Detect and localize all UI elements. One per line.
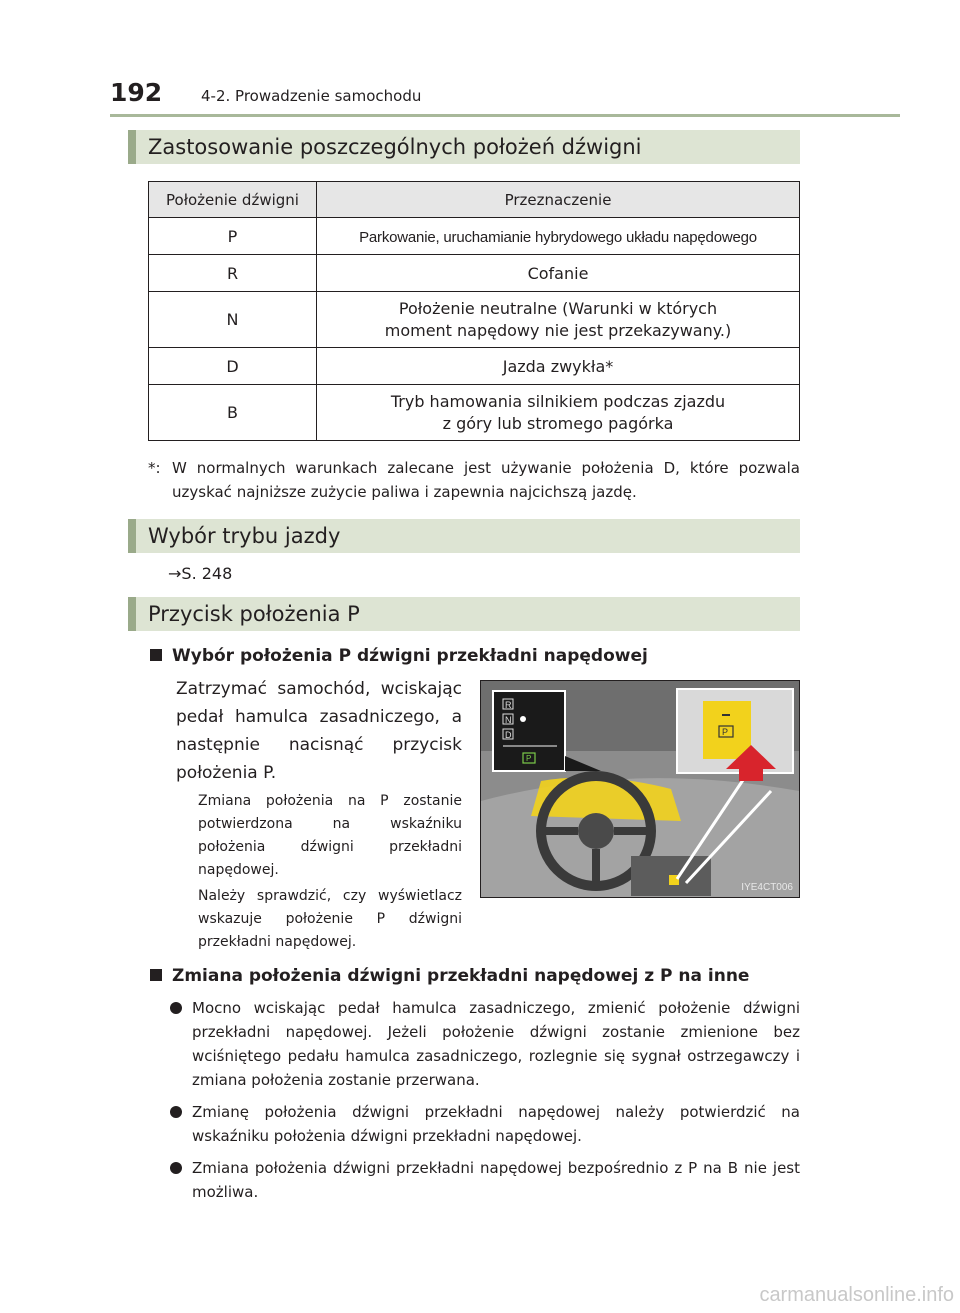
square-bullet-icon bbox=[150, 649, 162, 661]
table-row bbox=[149, 255, 800, 292]
indicator-d: D bbox=[505, 730, 512, 740]
section-title-lever-positions: Zastosowanie poszczególnych położeń dźwigni bbox=[128, 130, 800, 164]
table-header-purpose: Przeznaczenie bbox=[317, 182, 800, 218]
figure-code: IYE4CT006 bbox=[741, 882, 793, 893]
section-title-p-button: Przycisk położenia P bbox=[128, 597, 800, 631]
dashboard-drawing bbox=[481, 681, 799, 897]
chapter-title: 4-2. Prowadzenie samochodu bbox=[201, 87, 422, 105]
watermark: carmanualsonline.info bbox=[759, 1284, 954, 1306]
indicator-n: N bbox=[505, 715, 512, 725]
subheading-text: Wybór położenia P dźwigni przekładni napędowej bbox=[172, 646, 648, 666]
table-row bbox=[149, 348, 800, 385]
list-item-text: Mocno wciskając pedał hamulca zasadniczego, zmienić położenie dźwigni przekładni napędowej. Jeżeli położenie dźwigni zostanie zmienione bez wciśniętego pedału hamulca zasadniczego, rozlegnie się sygnał ostrzegawczy i zmiana położenia zostanie przerwana. bbox=[192, 999, 800, 1089]
list-item bbox=[170, 996, 800, 1092]
table-cell-purpose: Jazda zwykła* bbox=[317, 348, 800, 385]
table-cell-purpose bbox=[317, 292, 800, 348]
footnote-text: W normalnych warunkach zalecane jest używanie położenia D, które pozwala uzyskać najniższe zużycie paliwa i zapewnia najcichszą jazdę. bbox=[172, 459, 800, 501]
table-footnote bbox=[148, 456, 800, 504]
bullet-dot-icon bbox=[170, 1162, 182, 1174]
page-reference-text: S. 248 bbox=[181, 564, 233, 583]
subheading-text: Zmiana położenia dźwigni przekładni napędowej z P na inne bbox=[172, 966, 750, 986]
instruction-text: Zatrzymać samochód, wciskając pedał hamulca zasadniczego, a następnie nacisnąć przycisk położenia P. bbox=[176, 679, 462, 783]
page-number: 192 bbox=[110, 78, 163, 107]
square-bullet-icon bbox=[150, 969, 162, 981]
list-item-text: Zmianę położenia dźwigni przekładni napędowej należy potwierdzić na wskaźniku położenia dźwigni przekładni napędowej. bbox=[192, 1103, 800, 1145]
table-cell-position: R bbox=[149, 255, 317, 292]
indicator-p: P bbox=[526, 754, 532, 763]
p-button-label: P bbox=[722, 727, 729, 737]
table-cell-position: P bbox=[149, 218, 317, 255]
bullet-list bbox=[170, 996, 800, 1212]
bullet-dot-icon bbox=[170, 1106, 182, 1118]
header-rule bbox=[110, 114, 900, 117]
footnote-mark: *: bbox=[148, 459, 161, 477]
table-header-position: Położenie dźwigni bbox=[149, 182, 317, 218]
table-cell-position: D bbox=[149, 348, 317, 385]
gear-position-table bbox=[148, 181, 800, 441]
list-item bbox=[170, 1156, 800, 1204]
subheading-change-from-p bbox=[150, 966, 749, 986]
list-item-text: Zmiana położenia dźwigni przekładni napędowej bezpośrednio z P na B nie jest możliwa. bbox=[192, 1159, 800, 1201]
arrow-right-icon: → bbox=[168, 564, 182, 583]
indicator-r: R bbox=[505, 700, 512, 710]
table-row bbox=[149, 385, 800, 441]
table-cell-purpose bbox=[317, 385, 800, 441]
table-cell-purpose: Cofanie bbox=[317, 255, 800, 292]
purpose-text: Parkowanie, uruchamianie hybrydowego układu napędowego bbox=[359, 228, 757, 246]
note-text-2: Należy sprawdzić, czy wyświetlacz wskazuje położenie P dźwigni przekładni napędowej. bbox=[198, 888, 462, 950]
list-item bbox=[170, 1100, 800, 1148]
purpose-line-1: Tryb hamowania silnikiem podczas zjazdu bbox=[390, 391, 726, 411]
subheading-select-p bbox=[150, 646, 648, 666]
purpose-line-1: Położenie neutralne (Warunki w których bbox=[398, 298, 718, 318]
p-button-illustration bbox=[480, 680, 800, 898]
table-cell-position: B bbox=[149, 385, 317, 441]
note-text-1: Zmiana położenia na P zostanie potwierdzona na wskaźniku położenia dźwigni przekładni napędowej. bbox=[198, 793, 462, 878]
table-cell-position: N bbox=[149, 292, 317, 348]
page-header bbox=[110, 78, 900, 118]
table-row bbox=[149, 292, 800, 348]
section-title-drive-mode: Wybór trybu jazdy bbox=[128, 519, 800, 553]
purpose-line-2: moment napędowy nie jest przekazywany.) bbox=[384, 320, 732, 340]
page-reference[interactable] bbox=[168, 564, 232, 583]
bullet-dot-icon bbox=[170, 1002, 182, 1014]
table-header-row bbox=[149, 182, 800, 218]
purpose-line-2: z góry lub stromego pagórka bbox=[442, 413, 674, 433]
table-cell-purpose bbox=[317, 218, 800, 255]
table-row bbox=[149, 218, 800, 255]
